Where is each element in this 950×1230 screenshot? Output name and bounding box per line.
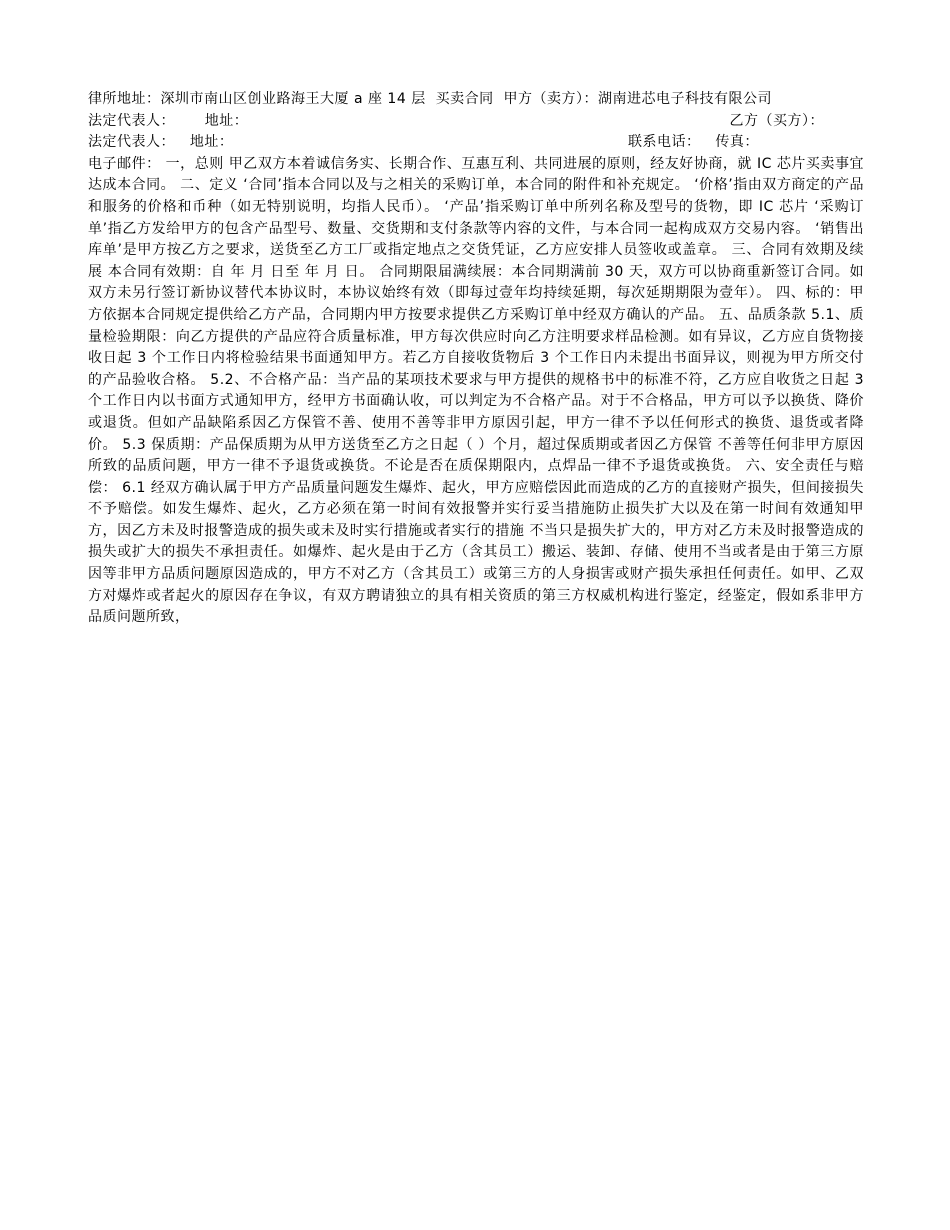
header-line-representative-b bbox=[88, 132, 864, 154]
contract-body-text: 电子邮件： 一，总则 甲乙双方本着诚信务实、长期合作、互惠互利、共同进展的原则，经友好协商，就 IC 芯片买卖事宜达成本合同。 二、定义 ‘合同’指本合同以及与之相关的采购订单，本合同的附件和补充规定。 ‘价格’指由双方商定的产品和服务的价格和币种（如无特别说明，均指人民币）。 ‘产品’指采购订单中所列名称及型号的货物，即 IC 芯片 ‘采购订单’指乙方发给甲方的包含产品型号、数量、交货期和支付条款等内容的文件，与本合同一起构成双方交易内容。 ‘销售出库单’是甲方按乙方之要求，送货至乙方工厂或指定地点之交货凭证，乙方应安排人员签收或盖章。 三、合同有效期及续展 本合同有效期：自 年 月 日至 年 月 日。 合同期限届满续展：本合同期满前 30 天，双方可以协商重新签订合同。如双方未另行签订新协议替代本协议时，本协议始终有效（即每过壹年均持续延期，每次延期期限为壹年）。 四、标的：甲方依据本合同规定提供给乙方产品，合同期内甲方按要求提供乙方采购订单中经双方确认的产品。 五、品质条款 5.1、质量检验期限：向乙方提供的产品应符合质量标准，甲方每次供应时向乙方注明要求样品检测。如有异议，乙方应自货物接收日起 3 个工作日内将检验结果书面通知甲方。若乙方自接收货物后 3 个工作日内未提出书面异议，则视为甲方所交付的产品验收合格。 5.2、不合格产品：当产品的某项技术要求与甲方提供的规格书中的标准不符，乙方应自收货之日起 3 个工作日内以书面方式通知甲方，经甲方书面确认收，可以判定为不合格产品。对于不合格品，甲方可以予以换货、降价或退货。但如产品缺陷系因乙方保管不善、使用不善等非甲方原因引起，甲方一律不予以任何形式的换货、退货或者降价。 5.3 保质期：产品保质期为从甲方送货至乙方之日起（ ）个月，超过保质期或者因乙方保管 不善等任何非甲方原因所致的品质问题，甲方一律不予退货或换货。不论是否在质保期限内，点焊品一律不予退货或换货。 六、安全责任与赔偿： 6.1 经双方确认属于甲方产品质量问题发生爆炸、起火，甲方应赔偿因此而造成的乙方的直接财产损失，但间接损失不予赔偿。如发生爆炸、起火，乙方必须在第一时间有效报警并实行妥当措施防止损失扩大以及在第一时间有效通知甲方，因乙方未及时报警造成的损失或未及时实行措施或者实行的措施 不当只是损失扩大的，甲方对乙方未及时报警造成的损失或扩大的损失不承担责任。如爆炸、起火是由于乙方（含其员工）搬运、装卸、存储、使用不当或者是由于第三方原因等非甲方品质问题原因造成的，甲方不对乙方（含其员工）或第三方的人身损害或财产损失承担任何责任。如甲、乙双方对爆炸或者起火的原因存在争议，有双方聘请独立的具有相关资质的第三方权威机构进行鉴定，经鉴定，假如系非甲方品质问题所致， bbox=[88, 155, 864, 626]
party-b-representative-label: 法定代表人： 地址： bbox=[88, 134, 234, 151]
party-a-representative-label: 法定代表人： 地址： bbox=[88, 112, 249, 129]
contact-phone-fax-label: 联系电话： 传真： bbox=[628, 134, 759, 151]
header-line-representative-a bbox=[88, 111, 864, 133]
party-b-label: 乙方（买方）： bbox=[729, 112, 824, 129]
header-line-address-title: 律所地址：深圳市南山区创业路海王大厦 a 座 14 层 买卖合同 甲方（卖方）：湖南进芯电子科技有限公司 bbox=[88, 91, 772, 107]
contract-page bbox=[88, 89, 864, 629]
